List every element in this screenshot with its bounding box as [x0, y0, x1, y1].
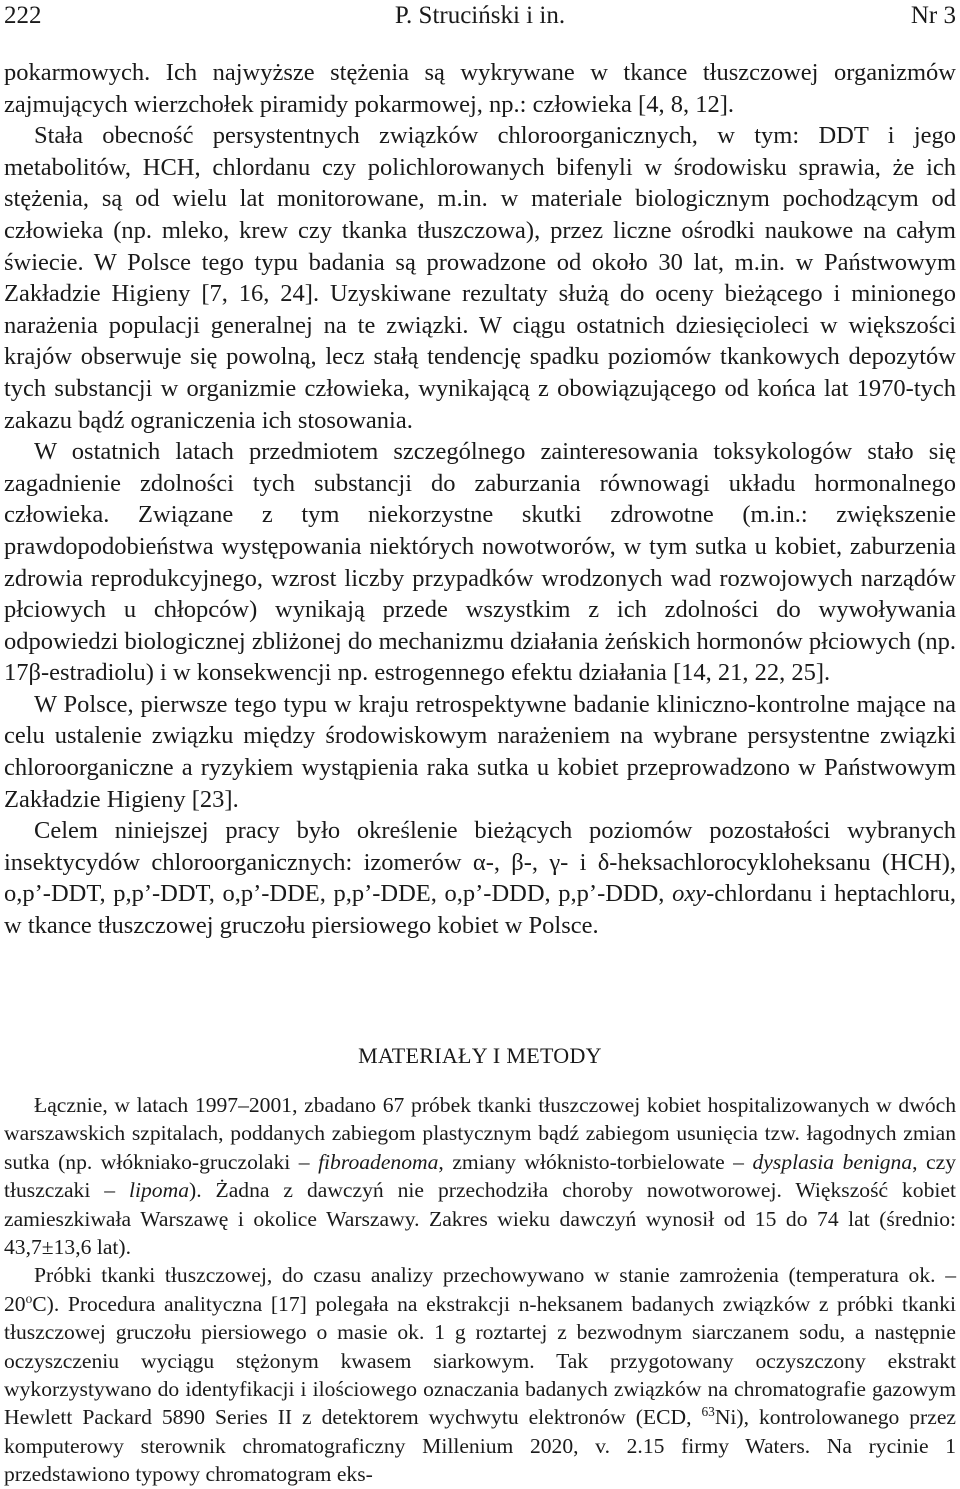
paragraph: Stała obecność persystentnych związków chloroorganicznych, w tym: DDT i jego metabolitów, HCH, chlordanu czy polichlorowanych bifenyli w środowisku sprawia, że ich stężenia, są od wielu lat monitorowane, m.in. w materiale biologicznym pochodzącym od człowieka (np. mleko, krew czy tkanka tłuszczowa), przez liczne ośrodki naukowe na całym świecie. W Polsce tego typu badania są prowadzone od około 30 lat, m.in. w Państwowym Zakładzie Higieny [7, 16, 24]. Uzyskiwane rezultaty służą do oceny bieżącego i minionego narażenia populacji generalnej na te związki. W ciągu ostatnich dziesięcioleci w większości krajów obserwuje się powolną, lecz stałą tendencję spadku poziomów tkankowych depozytów tych substancji w organizmie człowieka, wynikającą z obowiązującego od końca lat 1970-tych zakazu bądź ograniczenia ich stosowania. — [4, 122, 956, 434]
text-run: Próbki tkanki tłuszczowej, do czasu analizy przechowywano w stanie zamrożenia (temperatura ok. –20 — [4, 1263, 956, 1316]
introduction-text — [4, 57, 956, 942]
section-heading: MATERIAŁY I METODY — [358, 1043, 602, 1068]
superscript: 63 — [701, 1404, 715, 1420]
paragraph — [4, 1261, 956, 1488]
text-run: , czy tłuszczaki – — [4, 1149, 957, 1203]
italic-text: oxy — [672, 880, 707, 908]
issue-number: Nr 3 — [910, 2, 956, 29]
text-run: C). Procedura analityczna [17] polegała na ekstrakcji n-heksanem badanych związków z próbki tkanki tłuszczowej gruczołu piersiowego o masie ok. 1 g roztartej z bezwodnym siarczanem sodu, a następnie oczyszczeniu wyciągu stężonym kwasem siarkowym. Tak przygotowany oczyszczony ekstrakt wykorzystywano do identyfikacji i ilościowego oznaczania badanych związków na chromatografie gazowym Hewlett Packard 5890 Series II z detektorem wychwytu elektronów (ECD, — [4, 1291, 956, 1430]
paragraph: pokarmowych. Ich najwyższe stężenia są wykrywane w tkance tłuszczowej organizmów zajmujących wierzchołek piramidy pokarmowej, np.: człowieka [4, 8, 12]. — [4, 59, 956, 118]
italic-text: dysplasia benigna — [752, 1149, 913, 1174]
text-run: ). Żadna z dawczyń nie przechodziła choroby nowotworowej. Większość kobiet zamieszkiwała Warszawę i okolice Warszawy. Zakres wieku dawczyń wynosił od 15 do 74 lat (średnio: 43,7±13,6 lat). — [4, 1178, 956, 1260]
paragraph: W ostatnich latach przedmiotem szczególnego zainteresowania toksykologów stało się zagadnienie zdolności tych substancji do zaburzania równowagi układu hormonalnego człowieka. Związane z tym niekorzystne skutki zdrowotne (m.in.: zwiększenie prawdopodobieństwa występowania niektórych nowotworów, w tym sutka u kobiet, zaburzenia zdrowia reprodukcyjnego, wzrost liczby przypadków wrodzonych wad rozwojowych narządów płciowych u chłopców) wynikają przede wszystkim z ich zdolności do wywoływania odpowiedzi biologicznej zbliżonej do mechanizmu działania żeńskich hormonów płciowych (np. 17β-estradiolu) i w konsekwencji np. estrogennego efektu działania [14, 21, 22, 25]. — [4, 438, 956, 687]
paragraph: W Polsce, pierwsze tego typu w kraju retrospektywne badanie kliniczno-kontrolne mające na celu ustalenie związku między środowiskowym narażeniem na wybrane persystentne związki chloroorganiczne a ryzykiem wystąpienia raka sutka u kobiet przeprowadzono w Państwowym Zakładzie Higieny [23]. — [4, 690, 956, 813]
text-run: Celem niniejszej pracy było określenie bieżących poziomów pozostałości wybranych insektycydów chloroorganicznych: izomerów α-, β-, γ- i δ-heksachlorocykloheksanu (HCH), o,p’-DDT, p,p’-DDT, o,p’-DDE, p,p’-DDE, o,p’-DDD, p,p’-DDD, — [4, 817, 956, 908]
running-header — [4, 0, 956, 32]
methods-text — [4, 1091, 956, 1489]
italic-text: fibroadenoma — [318, 1149, 439, 1174]
paragraph — [4, 1091, 956, 1261]
superscript: o — [25, 1290, 33, 1306]
paragraph — [4, 815, 956, 941]
text-run: , zmiany włóknisto-torbielowate – — [438, 1149, 753, 1174]
text-run: Ni), kontrolowanego przez komputerowy sterownik chromatograficzny Millenium 2020, v. 2.15 firmy Waters. Na rycinie 1 przedstawiono typowy chromatogram eks- — [4, 1405, 956, 1487]
running-title: P. Struciński i in. — [394, 2, 566, 29]
text-run: Łącznie, w latach 1997–2001, zbadano 67 próbek tkanki tłuszczowej kobiet hospitalizowanych w dwóch warszawskich szpitalach, poddanych zabiegom plastycznym bądź zabiegom usunięcia tzw. łagodnych zmian sutka (np. włókniako-gruczolaki – — [4, 1093, 956, 1174]
text-run: -chlordanu i heptachloru, w tkance tłuszczowej gruczołu piersiowego kobiet w Polsce. — [4, 880, 957, 940]
italic-text: lipoma — [129, 1178, 189, 1203]
page-number: 222 — [4, 2, 42, 29]
